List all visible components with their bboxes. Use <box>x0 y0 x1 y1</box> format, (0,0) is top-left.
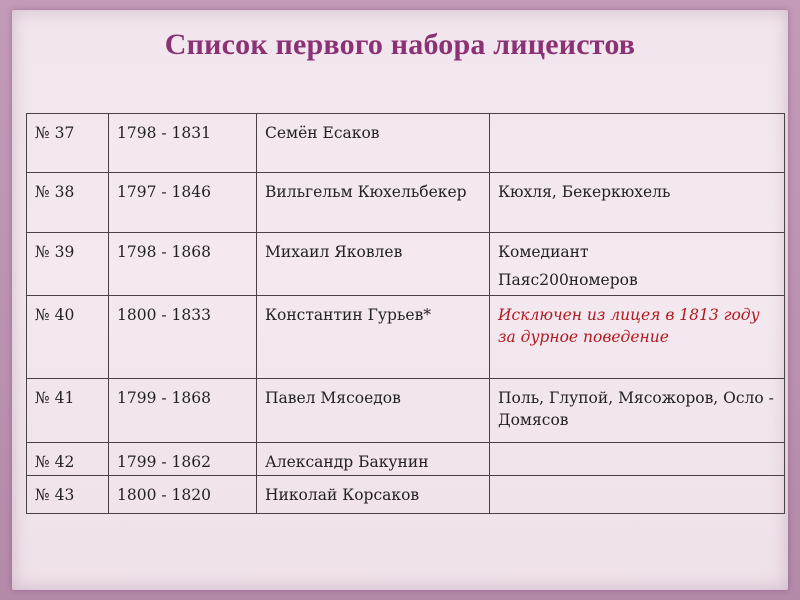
table-row <box>27 379 785 443</box>
student-years: 1798 - 1831 <box>109 114 257 173</box>
table-row <box>27 476 785 514</box>
expulsion-note: Исключен из лицея в 1813 году за дурное поведение <box>498 306 760 346</box>
student-years: 1799 - 1862 <box>109 443 257 476</box>
student-name: Александр Бакунин <box>257 443 490 476</box>
table-row <box>27 443 785 476</box>
student-number: № 39 <box>27 233 109 296</box>
lyceum-students-table <box>26 113 785 514</box>
student-number: № 38 <box>27 173 109 233</box>
student-nickname <box>490 476 785 514</box>
student-number: № 41 <box>27 379 109 443</box>
student-nickname <box>490 114 785 173</box>
nickname-line: Комедиант <box>498 243 589 261</box>
table-row <box>27 233 785 296</box>
student-years: 1800 - 1833 <box>109 296 257 379</box>
student-nickname <box>490 233 785 296</box>
student-name: Вильгельм Кюхельбекер <box>257 173 490 233</box>
student-name: Семён Есаков <box>257 114 490 173</box>
student-number: № 43 <box>27 476 109 514</box>
table-row <box>27 173 785 233</box>
student-name: Павел Мясоедов <box>257 379 490 443</box>
student-years: 1800 - 1820 <box>109 476 257 514</box>
student-name: Николай Корсаков <box>257 476 490 514</box>
student-number: № 42 <box>27 443 109 476</box>
student-years: 1799 - 1868 <box>109 379 257 443</box>
nickname-line: Кюхля, Бекеркюхель <box>498 183 671 201</box>
student-nickname <box>490 443 785 476</box>
table-row <box>27 296 785 379</box>
student-name: Михаил Яковлев <box>257 233 490 296</box>
student-years: 1798 - 1868 <box>109 233 257 296</box>
table-row <box>27 114 785 173</box>
student-nickname <box>490 173 785 233</box>
nickname-line: Паяс200номеров <box>498 271 638 289</box>
student-nickname <box>490 296 785 379</box>
student-name: Константин Гурьев* <box>257 296 490 379</box>
student-number: № 40 <box>27 296 109 379</box>
student-nickname <box>490 379 785 443</box>
student-years: 1797 - 1846 <box>109 173 257 233</box>
nickname-line: Поль, Глупой, Мясожоров, Осло - Домясов <box>498 389 774 429</box>
slide-title: Список первого набора лицеистов <box>164 28 636 61</box>
student-number: № 37 <box>27 114 109 173</box>
